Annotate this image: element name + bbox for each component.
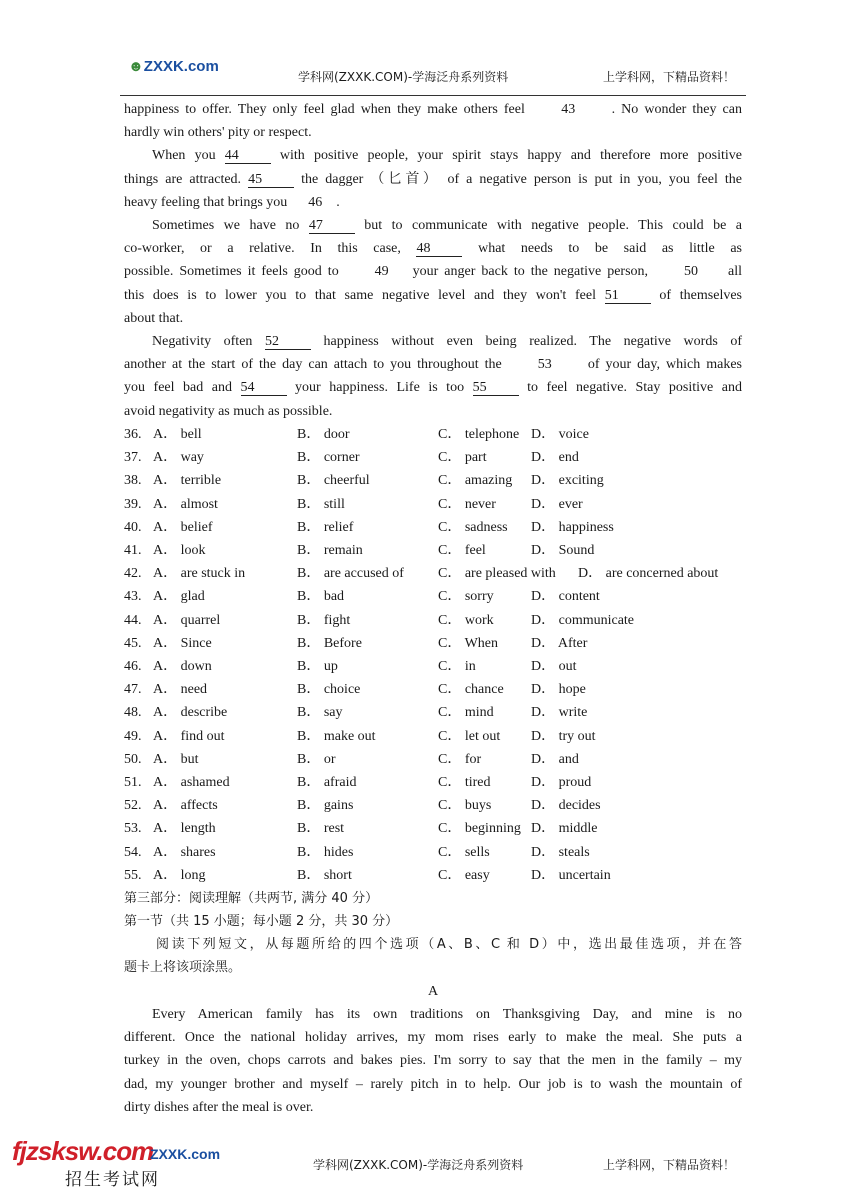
option-b: B． corner	[297, 450, 360, 466]
option-a: A． but	[153, 751, 199, 767]
text-segment: happiness without even being realized. The negative words of	[310, 334, 742, 349]
option-a: A． way	[153, 450, 204, 466]
option-d: D． ever	[531, 496, 583, 512]
option-c: C． feel	[438, 543, 486, 558]
text-line	[124, 356, 742, 374]
option-d: D． end	[531, 450, 579, 466]
text-segment: the dagger （匕首） of a negative person is put in you, you feel the	[294, 171, 742, 187]
option-d: D． exciting	[531, 473, 604, 489]
text-segment: dad, my younger brother and myself – rarely pitch in to help. Our job is to wash the mountain of	[124, 1076, 742, 1092]
option-d: D． Sound	[531, 543, 595, 558]
option-c: C． amazing	[438, 473, 513, 489]
option-d: D． communicate	[531, 612, 635, 628]
option-c: C． sorry	[438, 589, 494, 605]
question-number: 51.	[124, 775, 142, 790]
text-segment: Sometimes we have no	[152, 218, 309, 233]
option-c: C． buys	[438, 798, 492, 814]
question-number: 40.	[124, 519, 142, 535]
text-segment: different. Once the national holiday arrives, my mom rises early to make the meal. She puts a	[124, 1030, 742, 1046]
text-segment: things are attracted.	[124, 171, 249, 187]
answer-blank: 48	[416, 242, 462, 257]
option-d: D． write	[531, 705, 588, 721]
option-a: A． length	[153, 821, 216, 837]
part3-heading: 第三部分：阅读理解（共两节, 满分 40 分）	[124, 891, 379, 906]
option-c: C． telephone	[438, 427, 520, 442]
question-number: 45.	[124, 635, 142, 651]
option-c: C． mind	[438, 705, 494, 721]
question-number: 44.	[124, 612, 142, 628]
option-b: B． still	[297, 496, 345, 512]
option-a: A． belief	[153, 519, 213, 535]
text-line	[124, 147, 742, 165]
question-number: 49.	[124, 728, 142, 744]
option-c: C． work	[438, 612, 494, 628]
option-d: D． After	[531, 635, 588, 651]
answer-blank: 47	[309, 219, 355, 234]
option-b: B． are accused of	[297, 566, 404, 582]
question-number: 42.	[124, 566, 142, 582]
option-a: A． down	[153, 659, 212, 674]
question-number: 53.	[124, 821, 142, 837]
option-d: D． middle	[531, 821, 598, 837]
passage-label: A	[427, 984, 439, 999]
option-b: B． short	[297, 867, 352, 883]
option-b: B． rest	[297, 821, 345, 837]
option-a: A． Since	[153, 635, 212, 651]
text-segment: hardly win others' pity or respect.	[124, 125, 312, 141]
option-a: A． need	[153, 682, 208, 698]
text-line	[124, 217, 742, 235]
option-a: A． shares	[153, 844, 216, 860]
question-number: 41.	[124, 543, 142, 558]
text-line	[124, 403, 742, 421]
question-number: 46.	[124, 659, 142, 674]
option-a: A． bell	[153, 427, 202, 442]
text-segment: avoid negativity as much as possible.	[124, 403, 333, 419]
option-b: B． choice	[297, 682, 361, 698]
option-d: D． decides	[531, 798, 601, 814]
text-segment: Every American family has its own traditions on Thanksgiving Day, and mine is no	[152, 1007, 742, 1022]
footer-center-text: 学科网(ZXXK.COM)-学海泛舟系列资料	[313, 1158, 524, 1172]
text-segment: this does is to lower you to that same negative level and they won't feel	[124, 287, 605, 303]
question-number: 54.	[124, 844, 142, 860]
option-b: B． remain	[297, 543, 363, 558]
option-d: D． voice	[531, 427, 589, 442]
question-number: 38.	[124, 473, 142, 489]
option-b: B． say	[297, 705, 343, 721]
text-line	[124, 101, 742, 119]
text-segment: happiness to offer. They only feel glad when they make others feel 43 . No wonder they can	[124, 102, 742, 117]
section1-heading: 第一节（共 15 小题；每小题 2 分，共 30 分）	[124, 914, 399, 929]
question-number: 39.	[124, 496, 142, 512]
option-b: B． bad	[297, 589, 345, 605]
text-segment: Negativity often	[152, 334, 265, 349]
text-segment: co-worker, or a relative. In this case,	[124, 241, 417, 257]
mascot-icon: ☻	[128, 58, 144, 75]
option-c: C． part	[438, 450, 487, 466]
option-d: D． happiness	[531, 519, 614, 535]
option-b: B． hides	[297, 844, 354, 860]
option-c: C． When	[438, 635, 499, 651]
option-c: C． easy	[438, 867, 490, 883]
option-c: C． are pleased with	[438, 566, 556, 582]
option-a: A． find out	[153, 728, 225, 744]
option-d: D． are concerned about	[578, 566, 719, 582]
text-line	[124, 333, 742, 351]
text-segment: When you	[152, 148, 225, 164]
header-center-text: 学科网(ZXXK.COM)-学海泛舟系列资料	[298, 70, 509, 84]
option-a: A． glad	[153, 589, 205, 605]
option-d: D． out	[531, 659, 577, 674]
text-line	[124, 240, 742, 258]
question-number: 52.	[124, 798, 142, 814]
option-a: A． long	[153, 867, 206, 883]
option-b: B． afraid	[297, 775, 357, 790]
question-number: 50.	[124, 751, 142, 767]
text-line	[124, 310, 742, 328]
header-divider	[120, 95, 746, 96]
text-line	[124, 194, 742, 212]
text-segment: about that.	[124, 310, 184, 326]
option-b: B． cheerful	[297, 473, 370, 489]
option-c: C． beginning	[438, 821, 521, 837]
option-a: A． look	[153, 543, 206, 558]
text-line	[124, 379, 742, 397]
text-line	[124, 263, 742, 281]
option-a: A． almost	[153, 496, 218, 512]
watermark-subtitle: 招生考试网	[65, 1170, 160, 1190]
text-segment: your happiness. Life is too	[286, 380, 473, 396]
text-line	[124, 1006, 742, 1024]
question-number: 48.	[124, 705, 142, 721]
option-b: B． gains	[297, 798, 354, 814]
option-d: D． steals	[531, 844, 590, 860]
option-a: A． terrible	[153, 473, 222, 489]
question-number: 47.	[124, 682, 142, 698]
option-a: A． affects	[153, 798, 218, 814]
option-c: C． in	[438, 659, 476, 674]
text-line	[124, 1076, 742, 1094]
text-segment: another at the start of the day can attach to you throughout the 53 of your day, which makes	[124, 357, 742, 373]
answer-blank: 44	[225, 149, 271, 164]
option-c: C． let out	[438, 728, 501, 744]
option-c: C． tired	[438, 775, 491, 790]
text-segment: to feel negative. Stay positive and	[518, 380, 742, 396]
option-b: B． relief	[297, 519, 354, 535]
text-segment: with positive people, your spirit stays happy and therefore more positive	[270, 148, 742, 164]
text-segment: you feel bad and	[124, 380, 241, 396]
question-number: 43.	[124, 589, 142, 605]
option-c: C． for	[438, 751, 482, 767]
text-segment: what needs to be said as little as	[462, 241, 742, 257]
answer-blank: 45	[248, 173, 294, 188]
footer-zxxk-logo: ZXXK.com	[150, 1146, 221, 1162]
text-segment: dirty dishes after the meal is over.	[124, 1099, 314, 1115]
option-d: D． proud	[531, 775, 592, 790]
question-number: 36.	[124, 427, 142, 442]
option-b: B． Before	[297, 635, 362, 651]
text-line	[124, 1099, 742, 1117]
instructions-line1: 阅读下列短文，从每题所给的四个选项（A、B、C 和 D）中，选出最佳选项，并在答	[156, 937, 742, 952]
answer-blank: 55	[473, 381, 519, 396]
option-a: A． describe	[153, 705, 228, 721]
instructions-line2: 题卡上将该项涂黑。	[124, 960, 242, 975]
option-b: B． make out	[297, 728, 376, 744]
text-line	[124, 1052, 742, 1070]
zxxk-logo	[128, 58, 219, 75]
text-segment: of themselves	[650, 287, 743, 303]
option-b: B． or	[297, 751, 336, 767]
answer-blank: 54	[241, 381, 287, 396]
option-c: C． never	[438, 496, 496, 512]
text-line	[124, 124, 742, 142]
footer-right-text: 上学科网，下精品资料！	[603, 1158, 736, 1172]
watermark-logo: fjzsksw.com	[12, 1136, 154, 1166]
question-number: 55.	[124, 867, 142, 883]
option-d: D． and	[531, 751, 579, 767]
text-line	[124, 287, 742, 305]
text-line	[124, 171, 742, 189]
option-c: C． sadness	[438, 519, 508, 535]
option-b: B． fight	[297, 612, 351, 628]
text-segment: heavy feeling that brings you 46 .	[124, 194, 340, 210]
text-segment: turkey in the oven, chops carrots and bakes pies. I'm sorry to say that the men in the family – my	[124, 1053, 742, 1069]
option-d: D． content	[531, 589, 600, 605]
option-a: A． ashamed	[153, 775, 230, 790]
option-d: D． hope	[531, 682, 586, 698]
text-line	[124, 1029, 742, 1047]
header-right-text: 上学科网，下精品资料！	[603, 70, 736, 84]
option-c: C． sells	[438, 844, 490, 860]
answer-blank: 52	[265, 335, 311, 350]
option-d: D． try out	[531, 728, 596, 744]
option-a: A． are stuck in	[153, 566, 246, 582]
option-a: A． quarrel	[153, 612, 221, 628]
answer-blank: 51	[605, 289, 651, 304]
logo-text: ZXXK.com	[143, 58, 219, 75]
option-b: B． up	[297, 659, 338, 674]
text-segment: possible. Sometimes it feels good to 49 your anger back to the negative person, 50 all	[124, 264, 742, 280]
option-c: C． chance	[438, 682, 504, 698]
option-b: B． door	[297, 427, 350, 442]
text-segment: but to communicate with negative people. This could be a	[354, 218, 742, 233]
option-d: D． uncertain	[531, 867, 611, 883]
question-number: 37.	[124, 450, 142, 466]
